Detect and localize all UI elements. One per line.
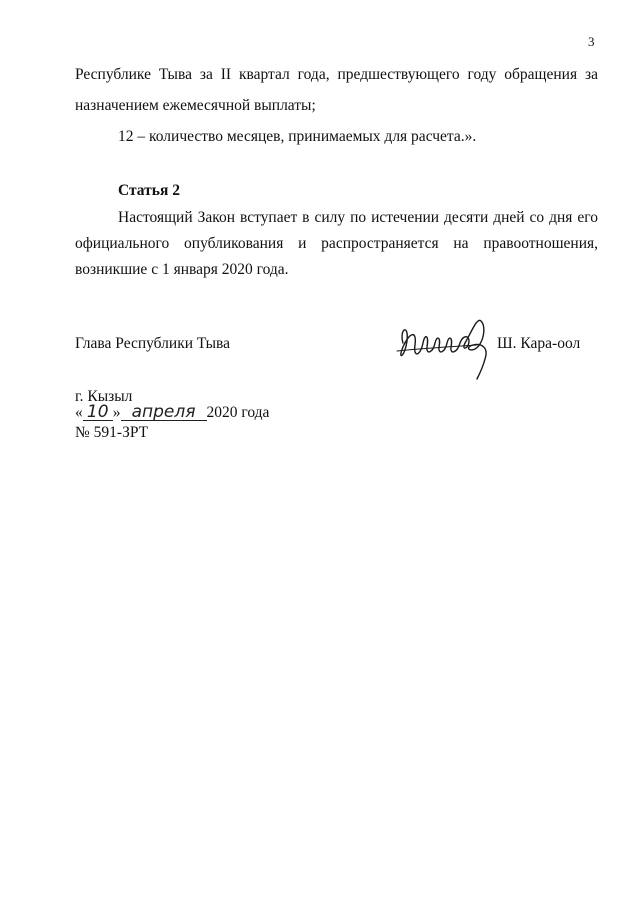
date-day: 10 bbox=[83, 404, 113, 421]
signatory-name: Ш. Кара-оол bbox=[497, 335, 581, 352]
page-number: 3 bbox=[588, 34, 595, 49]
date-line bbox=[75, 404, 269, 426]
article-heading: Статья 2 bbox=[118, 182, 180, 199]
article-line2: официального опубликования и распространяется на правоотношения, bbox=[75, 235, 598, 252]
paragraph2: 12 – количество месяцев, принимаемых для расчета.». bbox=[118, 128, 477, 145]
paragraph1-line2: назначением ежемесячной выплаты; bbox=[75, 97, 316, 114]
article-line3: возникшие с 1 января 2020 года. bbox=[75, 261, 289, 278]
date-close-quote: » bbox=[112, 404, 121, 421]
signature-image bbox=[385, 305, 500, 380]
date-open-quote: « bbox=[75, 404, 83, 421]
date-year: 2020 года bbox=[206, 404, 270, 421]
city: г. Кызыл bbox=[75, 388, 133, 405]
date-month: апреля bbox=[121, 404, 207, 421]
paragraph1-line1: Республике Тыва за II квартал года, предшествующего году обращения за bbox=[75, 66, 598, 83]
law-number: № 591-ЗРТ bbox=[75, 424, 149, 441]
signature-title: Глава Республики Тыва bbox=[75, 335, 231, 352]
article-line1: Настоящий Закон вступает в силу по истечении десяти дней со дня его bbox=[118, 209, 598, 226]
